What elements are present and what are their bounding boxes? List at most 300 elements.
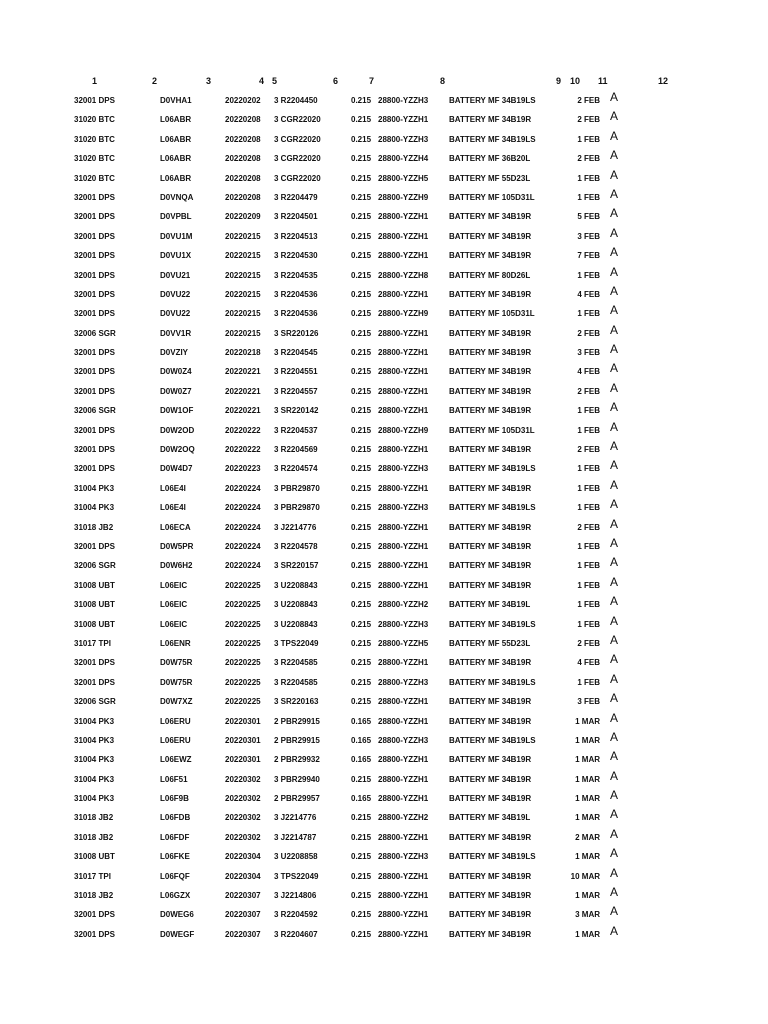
- date-cell: 20220225: [225, 619, 261, 629]
- grade-cell: A: [610, 186, 619, 201]
- site-code-cell: 32001 DPS: [74, 96, 115, 105]
- part-number-cell: 28800-YZZH1: [378, 289, 429, 299]
- table-row: [0, 245, 768, 269]
- rate-cell: 0.215: [351, 658, 372, 668]
- part-number-cell: 28800-YZZH1: [378, 522, 429, 532]
- quantity-month-cell: 1 FEB: [577, 192, 600, 202]
- description-cell: BATTERY MF 34B19R: [449, 367, 532, 377]
- document-id-cell: D0VU21: [160, 270, 191, 280]
- document-id-cell: D0W1OF: [160, 406, 194, 416]
- description-cell: BATTERY MF 34B19R: [449, 910, 532, 920]
- description-cell: BATTERY MF 34B19R: [449, 212, 532, 222]
- rate-cell: 0.215: [351, 929, 372, 939]
- table-row: [0, 846, 768, 870]
- grade-cell: A: [610, 826, 619, 841]
- rate-cell: 0.215: [351, 134, 372, 144]
- reference-cell: 3 TPS22049: [274, 638, 319, 648]
- date-cell: 20220302: [225, 813, 261, 823]
- site-code-cell: 31018 JB2: [74, 891, 114, 901]
- date-cell: 20220223: [225, 464, 261, 474]
- grade-cell: A: [610, 342, 619, 357]
- column-header-11: 11: [598, 76, 608, 86]
- table-row: [0, 691, 768, 715]
- date-cell: 20220225: [225, 658, 261, 668]
- quantity-month-cell: 10 MAR: [570, 871, 600, 881]
- site-code-cell: 32001 DPS: [74, 309, 115, 319]
- document-id-cell: D0VU1M: [160, 231, 193, 241]
- site-code-cell: 31004 PK3: [74, 483, 115, 493]
- table-row: [0, 419, 768, 444]
- date-cell: 20220215: [225, 251, 261, 261]
- reference-cell: 3 R2204545: [274, 348, 318, 358]
- table-row: [0, 885, 768, 909]
- grade-cell: A: [610, 419, 619, 434]
- part-number-cell: 28800-YZZH1: [378, 929, 429, 939]
- grade-cell: A: [610, 283, 619, 298]
- rate-cell: 0.215: [351, 503, 372, 513]
- quantity-month-cell: 1 MAR: [575, 755, 600, 765]
- quantity-month-cell: 1 FEB: [577, 580, 600, 590]
- date-cell: 20220301: [225, 735, 261, 745]
- grade-cell: A: [610, 167, 619, 182]
- date-cell: 20220222: [225, 445, 261, 455]
- reference-cell: 3 CGR22020: [274, 154, 321, 164]
- description-cell: BATTERY MF 34B19R: [449, 406, 532, 416]
- column-header-8: 8: [440, 76, 446, 86]
- reference-cell: 3 R2204557: [274, 386, 318, 396]
- grade-cell: A: [610, 206, 619, 221]
- rate-cell: 0.215: [351, 406, 372, 416]
- rate-cell: 0.215: [351, 774, 372, 784]
- description-cell: BATTERY MF 34B19R: [449, 832, 532, 842]
- document-id-cell: L06FDF: [160, 832, 190, 842]
- date-cell: 20220302: [225, 774, 261, 784]
- document-id-cell: L06GZX: [160, 891, 191, 901]
- quantity-month-cell: 1 MAR: [575, 794, 600, 804]
- document-id-cell: D0W7XZ: [160, 697, 193, 707]
- part-number-cell: 28800-YZZH3: [378, 96, 429, 105]
- quantity-month-cell: 1 MAR: [575, 774, 600, 784]
- description-cell: BATTERY MF 34B19R: [449, 231, 532, 241]
- table-row: [0, 225, 768, 250]
- description-cell: BATTERY MF 34B19R: [449, 891, 532, 901]
- part-number-cell: 28800-YZZH3: [378, 134, 429, 144]
- table-row: [0, 497, 768, 521]
- description-cell: BATTERY MF 34B19R: [449, 658, 532, 668]
- table-row: [0, 206, 768, 230]
- date-cell: 20220208: [225, 154, 261, 164]
- rate-cell: 0.215: [351, 192, 372, 202]
- reference-cell: 3 J2214776: [274, 813, 317, 823]
- reference-cell: 3 J2214806: [274, 891, 317, 901]
- column-header-3: 3: [206, 76, 212, 86]
- description-cell: BATTERY MF 34B19LS: [449, 503, 536, 513]
- date-cell: 20220208: [225, 134, 261, 144]
- quantity-month-cell: 1 FEB: [577, 270, 600, 280]
- site-code-cell: 31004 PK3: [74, 716, 115, 726]
- table-row: [0, 400, 768, 424]
- reference-cell: 3 TPS22049: [274, 871, 319, 881]
- part-number-cell: 28800-YZZH3: [378, 852, 429, 862]
- table-row: [0, 380, 768, 405]
- rate-cell: 0.215: [351, 600, 372, 610]
- table-row: [0, 322, 768, 347]
- site-code-cell: 32001 DPS: [74, 386, 115, 396]
- date-cell: 20220222: [225, 425, 261, 435]
- date-cell: 20220307: [225, 910, 261, 920]
- site-code-cell: 32001 DPS: [74, 270, 115, 280]
- grade-cell: A: [610, 652, 619, 667]
- description-cell: BATTERY MF 105D31L: [449, 192, 535, 202]
- grade-cell: A: [610, 497, 619, 512]
- site-code-cell: 31020 BTC: [74, 134, 115, 144]
- document-id-cell: D0VPBL: [160, 212, 192, 222]
- table-row: [0, 477, 768, 502]
- description-cell: BATTERY MF 34B19R: [449, 794, 532, 804]
- grade-cell: A: [610, 90, 619, 104]
- column-header-2: 2: [152, 76, 158, 86]
- date-cell: 20220215: [225, 270, 261, 280]
- site-code-cell: 32001 DPS: [74, 251, 115, 261]
- reference-cell: 3 R2204585: [274, 677, 318, 687]
- document-id-cell: L06ERU: [160, 716, 191, 726]
- grade-cell: A: [610, 885, 619, 900]
- grade-cell: A: [610, 613, 619, 628]
- description-cell: BATTERY MF 34B19R: [449, 580, 532, 590]
- document-id-cell: D0W2OD: [160, 425, 195, 435]
- site-code-cell: 32001 DPS: [74, 425, 115, 435]
- grade-cell: A: [610, 807, 619, 822]
- grade-cell: A: [610, 264, 619, 279]
- part-number-cell: 28800-YZZH1: [378, 231, 429, 241]
- grade-cell: A: [610, 535, 619, 550]
- document-id-cell: L06E4I: [160, 483, 186, 493]
- description-cell: BATTERY MF 55D23L: [449, 173, 531, 183]
- date-cell: 20220302: [225, 832, 261, 842]
- part-number-cell: 28800-YZZH1: [378, 445, 429, 455]
- column-header-4: 4: [259, 76, 265, 86]
- rate-cell: 0.215: [351, 270, 372, 280]
- rate-cell: 0.215: [351, 212, 372, 222]
- quantity-month-cell: 1 FEB: [577, 619, 600, 629]
- description-cell: BATTERY MF 34B19R: [449, 716, 532, 726]
- part-number-cell: 28800-YZZH3: [378, 503, 429, 513]
- part-number-cell: 28800-YZZH1: [378, 658, 429, 668]
- site-code-cell: 32001 DPS: [74, 445, 115, 455]
- part-number-cell: 28800-YZZH1: [378, 580, 429, 590]
- date-cell: 20220307: [225, 891, 261, 901]
- part-number-cell: 28800-YZZH3: [378, 677, 429, 687]
- part-number-cell: 28800-YZZH1: [378, 871, 429, 881]
- reference-cell: 3 R2204574: [274, 464, 318, 474]
- document-id-cell: D0WEGF: [160, 929, 195, 939]
- document-id-cell: L06EIC: [160, 600, 188, 610]
- quantity-month-cell: 1 FEB: [577, 464, 600, 474]
- document-id-cell: L06ERU: [160, 735, 191, 745]
- grade-cell: A: [610, 245, 619, 260]
- table-row: [0, 458, 768, 482]
- site-code-cell: 32001 DPS: [74, 658, 115, 668]
- date-cell: 20220301: [225, 716, 261, 726]
- reference-cell: 3 SR220126: [274, 328, 319, 338]
- date-cell: 20220304: [225, 852, 261, 862]
- reference-cell: 2 PBR29915: [274, 716, 320, 726]
- rate-cell: 0.215: [351, 580, 372, 590]
- document-id-cell: D0W0Z4: [160, 367, 192, 377]
- site-code-cell: 31004 PK3: [74, 755, 115, 765]
- document-id-cell: L06ECA: [160, 522, 191, 532]
- grade-cell: A: [610, 109, 619, 124]
- site-code-cell: 32006 SGR: [74, 561, 116, 571]
- grade-cell: A: [610, 128, 619, 143]
- grade-cell: A: [610, 865, 619, 880]
- table-row: [0, 535, 768, 560]
- description-cell: BATTERY MF 34B19R: [449, 522, 532, 532]
- part-number-cell: 28800-YZZH1: [378, 115, 429, 125]
- description-cell: BATTERY MF 34B19R: [449, 697, 532, 707]
- description-cell: BATTERY MF 34B19LS: [449, 619, 536, 629]
- grade-cell: A: [610, 516, 619, 531]
- part-number-cell: 28800-YZZH9: [378, 192, 429, 202]
- document-id-cell: L06EWZ: [160, 755, 192, 765]
- table-row: [0, 768, 768, 793]
- reference-cell: 3 PBR29870: [274, 503, 320, 513]
- table-row: [0, 613, 768, 638]
- grade-cell: A: [610, 768, 619, 783]
- quantity-month-cell: 2 FEB: [577, 328, 600, 338]
- description-cell: BATTERY MF 55D23L: [449, 638, 531, 648]
- site-code-cell: 32001 DPS: [74, 348, 115, 358]
- reference-cell: 3 U2208843: [274, 619, 318, 629]
- date-cell: 20220221: [225, 367, 261, 377]
- quantity-month-cell: 5 FEB: [577, 212, 600, 222]
- date-cell: 20220218: [225, 348, 261, 358]
- date-cell: 20220304: [225, 871, 261, 881]
- description-cell: BATTERY MF 34B19L: [449, 600, 531, 610]
- part-number-cell: 28800-YZZH3: [378, 619, 429, 629]
- grade-cell: A: [610, 691, 619, 706]
- part-number-cell: 28800-YZZH9: [378, 309, 429, 319]
- grade-cell: A: [610, 671, 619, 686]
- reference-cell: 3 SR220142: [274, 406, 319, 416]
- reference-cell: 3 CGR22020: [274, 115, 321, 125]
- reference-cell: 3 J2214776: [274, 522, 317, 532]
- document-id-cell: D0VU22: [160, 309, 191, 319]
- reference-cell: 3 U2208843: [274, 580, 318, 590]
- document-id-cell: L06F9B: [160, 794, 189, 804]
- table-row: [0, 148, 768, 172]
- site-code-cell: 32006 SGR: [74, 406, 116, 416]
- description-cell: BATTERY MF 34B19R: [449, 289, 532, 299]
- date-cell: 20220215: [225, 328, 261, 338]
- part-number-cell: 28800-YZZH8: [378, 270, 429, 280]
- rate-cell: 0.215: [351, 154, 372, 164]
- reference-cell: 3 R2204585: [274, 658, 318, 668]
- quantity-month-cell: 2 FEB: [577, 96, 600, 105]
- date-cell: 20220221: [225, 386, 261, 396]
- rate-cell: 0.215: [351, 697, 372, 707]
- part-number-cell: 28800-YZZH2: [378, 813, 429, 823]
- quantity-month-cell: 1 FEB: [577, 309, 600, 319]
- document-id-cell: L06ENR: [160, 638, 191, 648]
- table-row: [0, 303, 768, 327]
- document-id-cell: L06ABR: [160, 154, 192, 164]
- rate-cell: 0.215: [351, 386, 372, 396]
- grade-cell: A: [610, 574, 619, 589]
- part-number-cell: 28800-YZZH4: [378, 154, 429, 164]
- quantity-month-cell: 1 MAR: [575, 929, 600, 939]
- site-code-cell: 31018 JB2: [74, 813, 114, 823]
- table-row: [0, 749, 768, 773]
- rate-cell: 0.215: [351, 910, 372, 920]
- part-number-cell: 28800-YZZH1: [378, 367, 429, 377]
- description-cell: BATTERY MF 34B19LS: [449, 677, 536, 687]
- rate-cell: 0.215: [351, 289, 372, 299]
- document-id-cell: D0W2OQ: [160, 445, 195, 455]
- table-row: [0, 865, 768, 890]
- quantity-month-cell: 1 FEB: [577, 677, 600, 687]
- description-cell: BATTERY MF 34B19LS: [449, 852, 536, 862]
- reference-cell: 3 R2204569: [274, 445, 318, 455]
- quantity-month-cell: 1 FEB: [577, 541, 600, 551]
- date-cell: 20220225: [225, 697, 261, 707]
- column-header-6: 6: [333, 76, 339, 86]
- document-id-cell: L06E4I: [160, 503, 186, 513]
- rate-cell: 0.165: [351, 755, 372, 765]
- column-header-5: 5: [272, 76, 278, 86]
- table-row: [0, 109, 768, 133]
- document-id-cell: D0VV1R: [160, 328, 192, 338]
- reference-cell: 3 R2204536: [274, 289, 318, 299]
- grade-cell: A: [610, 380, 619, 395]
- part-number-cell: 28800-YZZH2: [378, 600, 429, 610]
- quantity-month-cell: 2 MAR: [575, 832, 600, 842]
- date-cell: 20220224: [225, 541, 261, 551]
- grade-cell: A: [610, 729, 619, 744]
- quantity-month-cell: 1 FEB: [577, 173, 600, 183]
- part-number-cell: 28800-YZZH1: [378, 406, 429, 416]
- rate-cell: 0.215: [351, 173, 372, 183]
- document-id-cell: D0W75R: [160, 677, 193, 687]
- date-cell: 20220202: [225, 96, 261, 105]
- reference-cell: 3 R2204513: [274, 231, 318, 241]
- document-id-cell: D0VU1X: [160, 251, 192, 261]
- table-row: [0, 361, 768, 385]
- part-number-cell: 28800-YZZH1: [378, 716, 429, 726]
- table-row: [0, 710, 768, 735]
- part-number-cell: 28800-YZZH3: [378, 464, 429, 474]
- quantity-month-cell: 2 FEB: [577, 154, 600, 164]
- quantity-month-cell: 4 FEB: [577, 289, 600, 299]
- column-header-7: 7: [369, 76, 375, 86]
- rate-cell: 0.215: [351, 328, 372, 338]
- date-cell: 20220224: [225, 503, 261, 513]
- site-code-cell: 32001 DPS: [74, 212, 115, 222]
- document-id-cell: D0VNQA: [160, 192, 194, 202]
- date-cell: 20220301: [225, 755, 261, 765]
- document-id-cell: D0W6H2: [160, 561, 193, 571]
- column-header-10: 10: [570, 76, 581, 86]
- grade-cell: A: [610, 594, 619, 609]
- grade-cell: A: [610, 555, 619, 570]
- description-cell: BATTERY MF 34B19R: [449, 561, 532, 571]
- document-id-cell: D0VHA1: [160, 96, 192, 105]
- reference-cell: 3 SR220163: [274, 697, 319, 707]
- date-cell: 20220302: [225, 794, 261, 804]
- site-code-cell: 31017 TPI: [74, 871, 111, 881]
- quantity-month-cell: 2 FEB: [577, 638, 600, 648]
- table-row: [0, 923, 768, 948]
- site-code-cell: 32001 DPS: [74, 541, 115, 551]
- quantity-month-cell: 2 FEB: [577, 386, 600, 396]
- reference-cell: 2 PBR29932: [274, 755, 320, 765]
- column-header-9: 9: [556, 76, 562, 86]
- date-cell: 20220208: [225, 192, 261, 202]
- quantity-month-cell: 1 FEB: [577, 134, 600, 144]
- part-number-cell: 28800-YZZH1: [378, 891, 429, 901]
- description-cell: BATTERY MF 34B19R: [449, 328, 532, 338]
- rate-cell: 0.215: [351, 445, 372, 455]
- grade-cell: A: [610, 322, 619, 337]
- grade-cell: A: [610, 749, 619, 764]
- date-cell: 20220209: [225, 212, 261, 222]
- description-cell: BATTERY MF 34B19LS: [449, 96, 536, 105]
- date-cell: 20220307: [225, 929, 261, 939]
- quantity-month-cell: 2 FEB: [577, 115, 600, 125]
- table-row: [0, 632, 768, 657]
- rate-cell: 0.215: [351, 852, 372, 862]
- site-code-cell: 31004 PK3: [74, 794, 115, 804]
- quantity-month-cell: 2 FEB: [577, 522, 600, 532]
- description-cell: BATTERY MF 34B19L: [449, 813, 531, 823]
- reference-cell: 3 CGR22020: [274, 173, 321, 183]
- document-id-cell: D0W4D7: [160, 464, 193, 474]
- rate-cell: 0.215: [351, 348, 372, 358]
- site-code-cell: 32001 DPS: [74, 929, 115, 939]
- description-cell: BATTERY MF 34B19LS: [449, 134, 536, 144]
- quantity-month-cell: 7 FEB: [577, 251, 600, 261]
- rate-cell: 0.215: [351, 832, 372, 842]
- table-row: [0, 167, 768, 192]
- grade-cell: A: [610, 148, 619, 163]
- date-cell: 20220215: [225, 231, 261, 241]
- document-id-cell: D0W75R: [160, 658, 193, 668]
- reference-cell: 3 R2204578: [274, 541, 318, 551]
- table-row: [0, 574, 768, 599]
- quantity-month-cell: 1 MAR: [575, 891, 600, 901]
- description-cell: BATTERY MF 34B19R: [449, 483, 532, 493]
- quantity-month-cell: 1 FEB: [577, 406, 600, 416]
- quantity-month-cell: 4 FEB: [577, 658, 600, 668]
- rate-cell: 0.165: [351, 794, 372, 804]
- rate-cell: 0.215: [351, 464, 372, 474]
- rate-cell: 0.215: [351, 891, 372, 901]
- part-number-cell: 28800-YZZH1: [378, 697, 429, 707]
- rate-cell: 0.215: [351, 367, 372, 377]
- document-id-cell: L06FDB: [160, 813, 191, 823]
- table-row: [0, 729, 768, 754]
- site-code-cell: 31020 BTC: [74, 173, 115, 183]
- rate-cell: 0.215: [351, 677, 372, 687]
- document-id-cell: L06FQF: [160, 871, 190, 881]
- table-row: [0, 516, 768, 541]
- reference-cell: 3 R2204479: [274, 192, 318, 202]
- date-cell: 20220208: [225, 115, 261, 125]
- part-number-cell: 28800-YZZH1: [378, 774, 429, 784]
- quantity-month-cell: 1 MAR: [575, 852, 600, 862]
- description-cell: BATTERY MF 34B19R: [449, 774, 532, 784]
- site-code-cell: 31018 JB2: [74, 832, 114, 842]
